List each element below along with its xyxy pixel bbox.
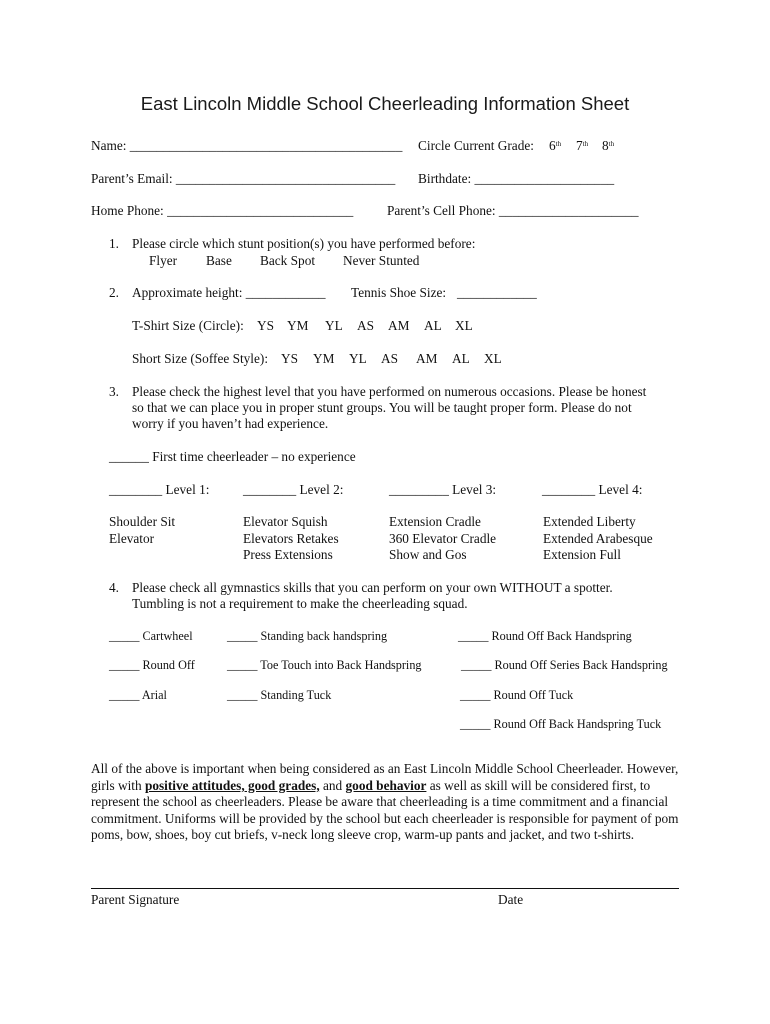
tshirt-size-ys[interactable]: YS [257, 318, 274, 333]
signature-line[interactable] [91, 888, 679, 889]
skill-round-off-series[interactable]: _____ Round Off Series Back Handspring [461, 658, 668, 672]
date-label: Date [498, 892, 524, 907]
parent-email-field[interactable]: Parent’s Email: _________________________________ [91, 171, 396, 186]
tshirt-size-label: T-Shirt Size (Circle): [132, 318, 244, 333]
skill-standing-back-handspring[interactable]: _____ Standing back handspring [227, 629, 388, 643]
name-field[interactable]: Name: _________________________________________ [91, 138, 403, 153]
level-3-checkbox[interactable]: _________ Level 3: [389, 482, 497, 497]
short-size-yl[interactable]: YL [349, 351, 367, 366]
tshirt-size-am[interactable]: AM [388, 318, 410, 333]
level-3-skill: Extension Cradle [389, 514, 481, 529]
level-4-checkbox[interactable]: ________ Level 4: [542, 482, 643, 497]
home-phone-field[interactable]: Home Phone: ____________________________ [91, 203, 354, 218]
q4-text-line-2: Tumbling is not a requirement to make the cheerleading squad. [132, 596, 468, 611]
q4-text-line-1: Please check all gymnastics skills that you can perform on your own WITHOUT a spotter. [132, 580, 613, 595]
birthdate-field[interactable]: Birthdate: _____________________ [418, 171, 615, 186]
first-time-checkbox[interactable]: ______ First time cheerleader – no experience [109, 449, 356, 464]
level-1-skill: Shoulder Sit [109, 514, 176, 529]
bold-attitudes-grades: positive attitudes, good grades, [144, 777, 320, 793]
page-title: East Lincoln Middle School Cheerleading Information Sheet [140, 93, 630, 114]
level-3-skill: Show and Gos [389, 547, 467, 562]
q3-text-line-1: Please check the highest level that you have performed on numerous occasions. Please be honest [132, 384, 647, 399]
skill-cartwheel[interactable]: _____ Cartwheel [109, 629, 193, 643]
short-size-ys[interactable]: YS [281, 351, 298, 366]
short-size-al[interactable]: AL [452, 351, 470, 366]
parent-signature-label: Parent Signature [91, 892, 180, 907]
short-size-xl[interactable]: XL [484, 351, 502, 366]
skill-round-off-tuck[interactable]: _____ Round Off Tuck [460, 688, 574, 702]
bold-good-behavior: good behavior [345, 777, 427, 793]
q3-text-line-2: so that we can place you in proper stunt groups. You will be taught proper form. Please do not [132, 400, 632, 415]
level-2-checkbox[interactable]: ________ Level 2: [243, 482, 344, 497]
skill-standing-tuck[interactable]: _____ Standing Tuck [227, 688, 332, 702]
skill-toe-touch[interactable]: _____ Toe Touch into Back Handspring [227, 658, 422, 672]
level-4-skill: Extension Full [543, 547, 621, 562]
shoe-size-field[interactable]: ____________ [457, 285, 537, 300]
grade-option-7[interactable]: 7th [576, 138, 589, 153]
tshirt-size-yl[interactable]: YL [325, 318, 343, 333]
level-2-skill: Elevator Squish [243, 514, 328, 529]
tshirt-size-xl[interactable]: XL [455, 318, 473, 333]
tshirt-size-al[interactable]: AL [424, 318, 442, 333]
skill-arial[interactable]: _____ Arial [109, 688, 167, 702]
stunt-option-flyer[interactable]: Flyer [149, 253, 178, 268]
closing-paragraph: All of the above is important when being considered as an East Lincoln Middle School Cheerleader. However, girls with positive attitudes, good grades, and good behavior as well as skill will be considered first, to represent the school as cheerleaders. Please be aware that cheerleading is a time commitment and a financial commitment. Uniforms will be provided by the school but each cheerleader is responsible for payment of pom poms, bow, shoes, boy cut briefs, v-neck long sleeve crop, warm-up pants and jacket, and two t-shirts. [91, 761, 679, 843]
level-2-skill: Elevators Retakes [243, 531, 339, 546]
short-size-ym[interactable]: YM [313, 351, 335, 366]
grade-option-6[interactable]: 6th [549, 138, 562, 153]
q2-number: 2. [109, 285, 119, 300]
q1-number: 1. [109, 236, 119, 251]
level-1-skill: Elevator [109, 531, 155, 546]
short-size-label: Short Size (Soffee Style): [132, 351, 269, 366]
level-4-skill: Extended Liberty [543, 514, 636, 529]
q3-number: 3. [109, 384, 119, 399]
skill-round-off[interactable]: _____ Round Off [109, 658, 195, 672]
level-1-checkbox[interactable]: ________ Level 1: [109, 482, 210, 497]
stunt-option-base[interactable]: Base [206, 253, 232, 268]
stunt-option-never-stunted[interactable]: Never Stunted [343, 253, 420, 268]
level-2-skill: Press Extensions [243, 547, 333, 562]
q3-text-line-3: worry if you haven’t had experience. [132, 416, 329, 431]
grade-option-8[interactable]: 8th [602, 138, 615, 153]
skill-round-off-back-handspring[interactable]: _____ Round Off Back Handspring [458, 629, 632, 643]
tshirt-size-as[interactable]: AS [357, 318, 374, 333]
level-4-skill: Extended Arabesque [543, 531, 653, 546]
short-size-as[interactable]: AS [381, 351, 398, 366]
level-3-skill: 360 Elevator Cradle [389, 531, 497, 546]
cell-phone-field[interactable]: Parent’s Cell Phone: _____________________ [387, 203, 639, 218]
short-size-am[interactable]: AM [416, 351, 438, 366]
grade-label: Circle Current Grade: [418, 138, 534, 153]
tshirt-size-ym[interactable]: YM [287, 318, 309, 333]
q1-text: Please circle which stunt position(s) you have performed before: [132, 236, 476, 251]
q4-number: 4. [109, 580, 119, 595]
skill-round-off-bhs-tuck[interactable]: _____ Round Off Back Handspring Tuck [460, 717, 662, 731]
stunt-option-back-spot[interactable]: Back Spot [260, 253, 316, 268]
height-field[interactable]: Approximate height: ____________ [132, 285, 326, 300]
shoe-size-label: Tennis Shoe Size: [351, 285, 447, 300]
